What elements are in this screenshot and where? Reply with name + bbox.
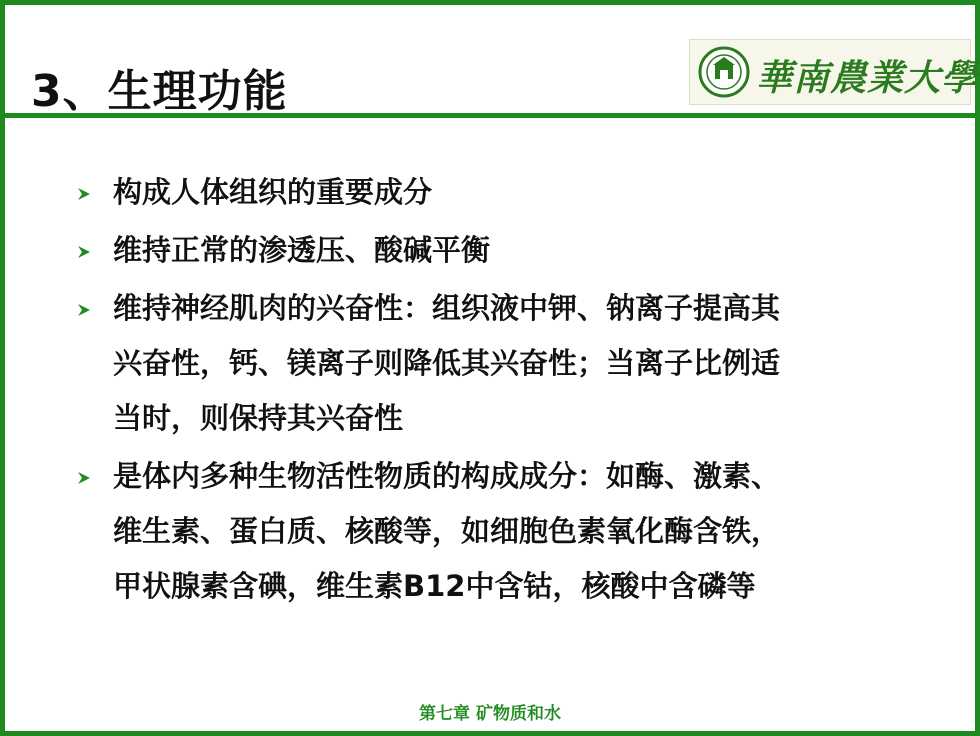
bullet-text-line: 维生素、蛋白质、核酸等，如细胞色素氧化酶含铁， xyxy=(113,514,781,548)
list-item xyxy=(73,223,893,278)
bullet-list xyxy=(73,165,893,617)
university-logo xyxy=(689,39,979,105)
bullet-text-line: 兴奋性，钙、镁离子则降低其兴奋性；当离子比例适 xyxy=(113,346,781,380)
university-name-logo-text: 華南農業大學 xyxy=(756,57,979,99)
list-item xyxy=(73,281,893,446)
bullet-text: 维持正常的渗透压、酸碱平衡 xyxy=(113,233,491,267)
bullet-text-line: 是体内多种生物活性物质的构成成分：如酶、激素、 xyxy=(113,459,781,493)
bullet-text: 构成人体组织的重要成分 xyxy=(113,175,433,209)
arrow-bullet-icon xyxy=(75,243,93,261)
slide-header xyxy=(5,5,979,118)
bullet-text-line: 当时，则保持其兴奋性 xyxy=(113,401,404,435)
chapter-footer: 第七章 矿物质和水 xyxy=(419,704,561,724)
university-seal-icon xyxy=(698,46,750,98)
page-title: 3、生理功能 xyxy=(31,66,288,117)
bullet-text-line: 维持神经肌肉的兴奋性：组织液中钾、钠离子提高其 xyxy=(113,291,781,325)
list-item xyxy=(73,449,893,614)
list-item xyxy=(73,165,893,220)
arrow-bullet-icon xyxy=(75,301,93,319)
arrow-bullet-icon xyxy=(75,469,93,487)
arrow-bullet-icon xyxy=(75,185,93,203)
bullet-text-line: 甲状腺素含碘，维生素B12中含钴，核酸中含磷等 xyxy=(113,569,756,603)
